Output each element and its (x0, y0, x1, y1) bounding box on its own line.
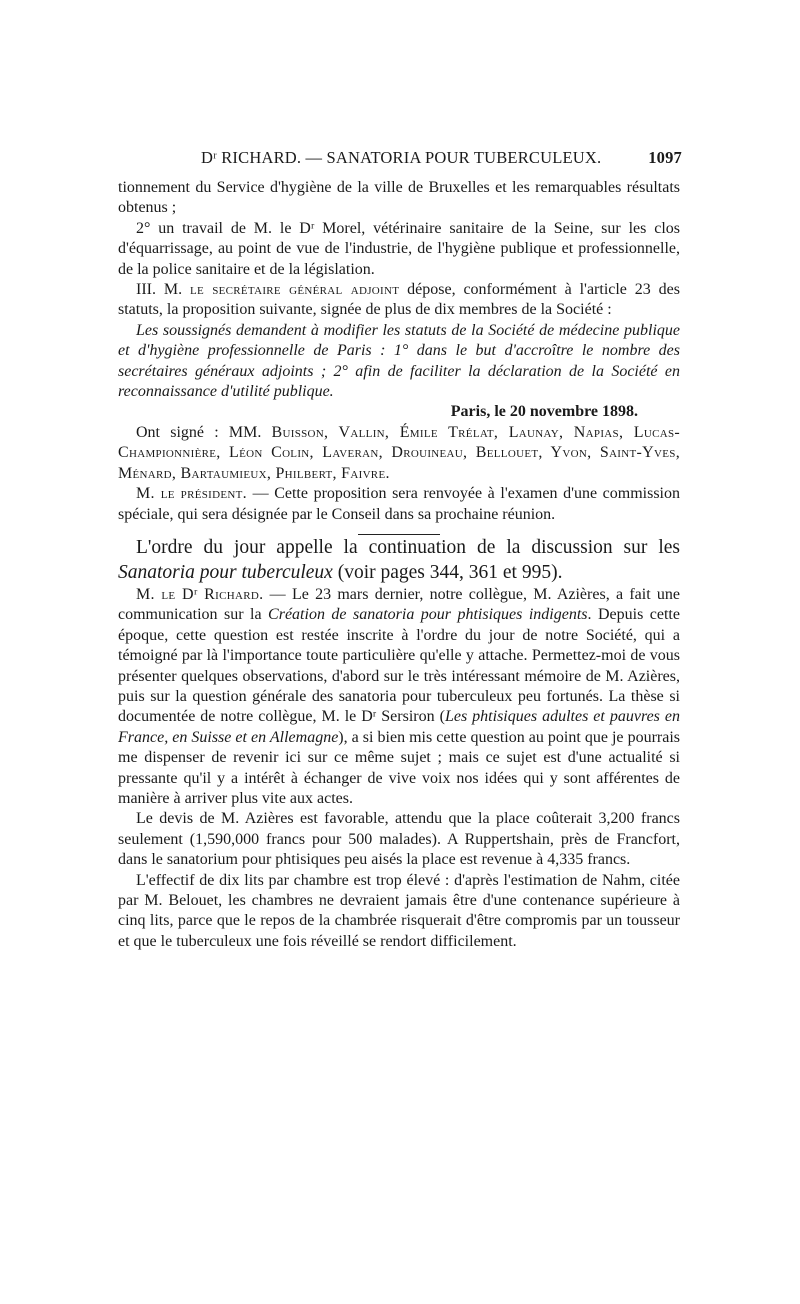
signatories (118, 423, 680, 484)
paragraph-effectif: L'effectif de dix lits par chambre est trop élevé : d'après l'estimation de Nahm, citée par M. Belouet, les chambres ne devraient jamais être d'une contenance supérieure à cinq lits, parce que le repos de la chambrée risquerait d'être compromis par un tousseur et que le tuberculeux une fois réveillé se rendort difficilement. (118, 871, 680, 950)
section-number: III. M. (136, 281, 190, 299)
paragraph-morel: 2° un travail de M. le Dʳ Morel, vétérinaire sanitaire de la Seine, sur les clos d'équarrissage, au point de vue de l'industrie, de l'hygiène publique et professionnelle, de la police sanitaire et de la législation. (118, 219, 680, 278)
document-page (118, 148, 680, 952)
order-of-day (118, 535, 680, 585)
running-header (118, 148, 680, 178)
richard-text-b: . Depuis cette époque, cette question est restée inscrite à l'ordre du jour de notre Société, qui a témoigné par là l'importance toute particulière qu'elle y attache. Permettez-moi de vous présenter quelques observations, d'abord sur le très intéressant mémoire de M. Azières, puis sur la question générale des sanatoria pour tuberculeux peu fortunés. La thèse si documentée de notre collègue, M. le Dʳ Sersiron ( (118, 606, 680, 726)
paragraph-text: dépose, conformément à l'article 23 des statuts, la proposition suivante, signée de plus de dix membres de la Société : (118, 281, 681, 319)
date-line (118, 402, 680, 422)
speaker-president: M. le président. (136, 485, 247, 503)
richard-text-c: ), a si bien mis cette question au point que je pourrais me dispenser de revenir ici sur ce même sujet ; mais ce sujet est d'une actualité si pressante qu'il y a intérêt à échanger de vive voix nos idées qui y sont afférentes de manière à arriver plus vite aux actes. (118, 728, 680, 807)
paragraph-proposal-intro (118, 280, 680, 321)
date-text: Paris, le 20 novembre 1898. (450, 403, 638, 421)
signatories-intro: Ont signé : MM. (136, 423, 272, 441)
body-text (118, 178, 680, 952)
proposal-italic: Les soussignés demandent à modifier les statuts de la Société de médecine publique et d'hygiène professionnelle de Paris : 1° dans le but d'accroître le nombre des secrétaires généraux adjoints ; 2° afin de faciliter la déclaration de la Société en reconnaissance d'utilité publique. (118, 321, 680, 401)
order-tail: (voir pages 344, 361 et 995). (332, 561, 563, 583)
running-title: Dʳ RICHARD. — SANATORIA POUR TUBERCULEUX. (201, 148, 602, 167)
order-lead: L'ordre du jour appelle la continuation de la discussion sur les (136, 536, 680, 558)
richard-text-a: — Le 23 mars dernier, notre collègue, M. Azières, a fait une communication sur la (118, 585, 680, 624)
paragraph-devis: Le devis de M. Azières est favorable, attendu que la place coûterait 3,200 francs seulement (1,590,000 francs pour 500 malades). A Ruppertshain, près de Francfort, dans le sanatorium pour phtisiques peu aisés la place est revenue à 4,335 francs. (118, 810, 680, 869)
speaker-richard: M. le Dʳ Richard. (136, 585, 264, 603)
page-number: 1097 (648, 148, 682, 167)
richard-title-a: Création de sanatoria pour phtisiques indigents (268, 606, 588, 624)
president-remark (118, 484, 680, 525)
president-text: — Cette proposition sera renvoyée à l'examen d'une commission spéciale, qui sera désignée par le Conseil dans sa prochaine réunion. (118, 485, 680, 523)
proposal-text (118, 321, 680, 403)
richard-title-b: Les phtisiques adultes et pauvres en France, en Suisse et en Allemagne (118, 708, 681, 746)
speaker-name: le secrétaire général adjoint (189, 281, 400, 299)
order-topic: Sanatoria pour tuberculeux (118, 561, 333, 583)
paragraph-richard (118, 585, 680, 809)
signatories-names: Buisson, Vallin, Émile Trélat, Launay, Napias, Lucas-Championnière, Léon Colin, Laveran, Drouineau, Bellouet, Yvon, Saint-Yves, Ménard, Bartaumieux, Philbert, Faivre. (118, 423, 680, 482)
paragraph-continuation: tionnement du Service d'hygiène de la ville de Bruxelles et les remarquables résultats obtenus ; (118, 179, 680, 217)
